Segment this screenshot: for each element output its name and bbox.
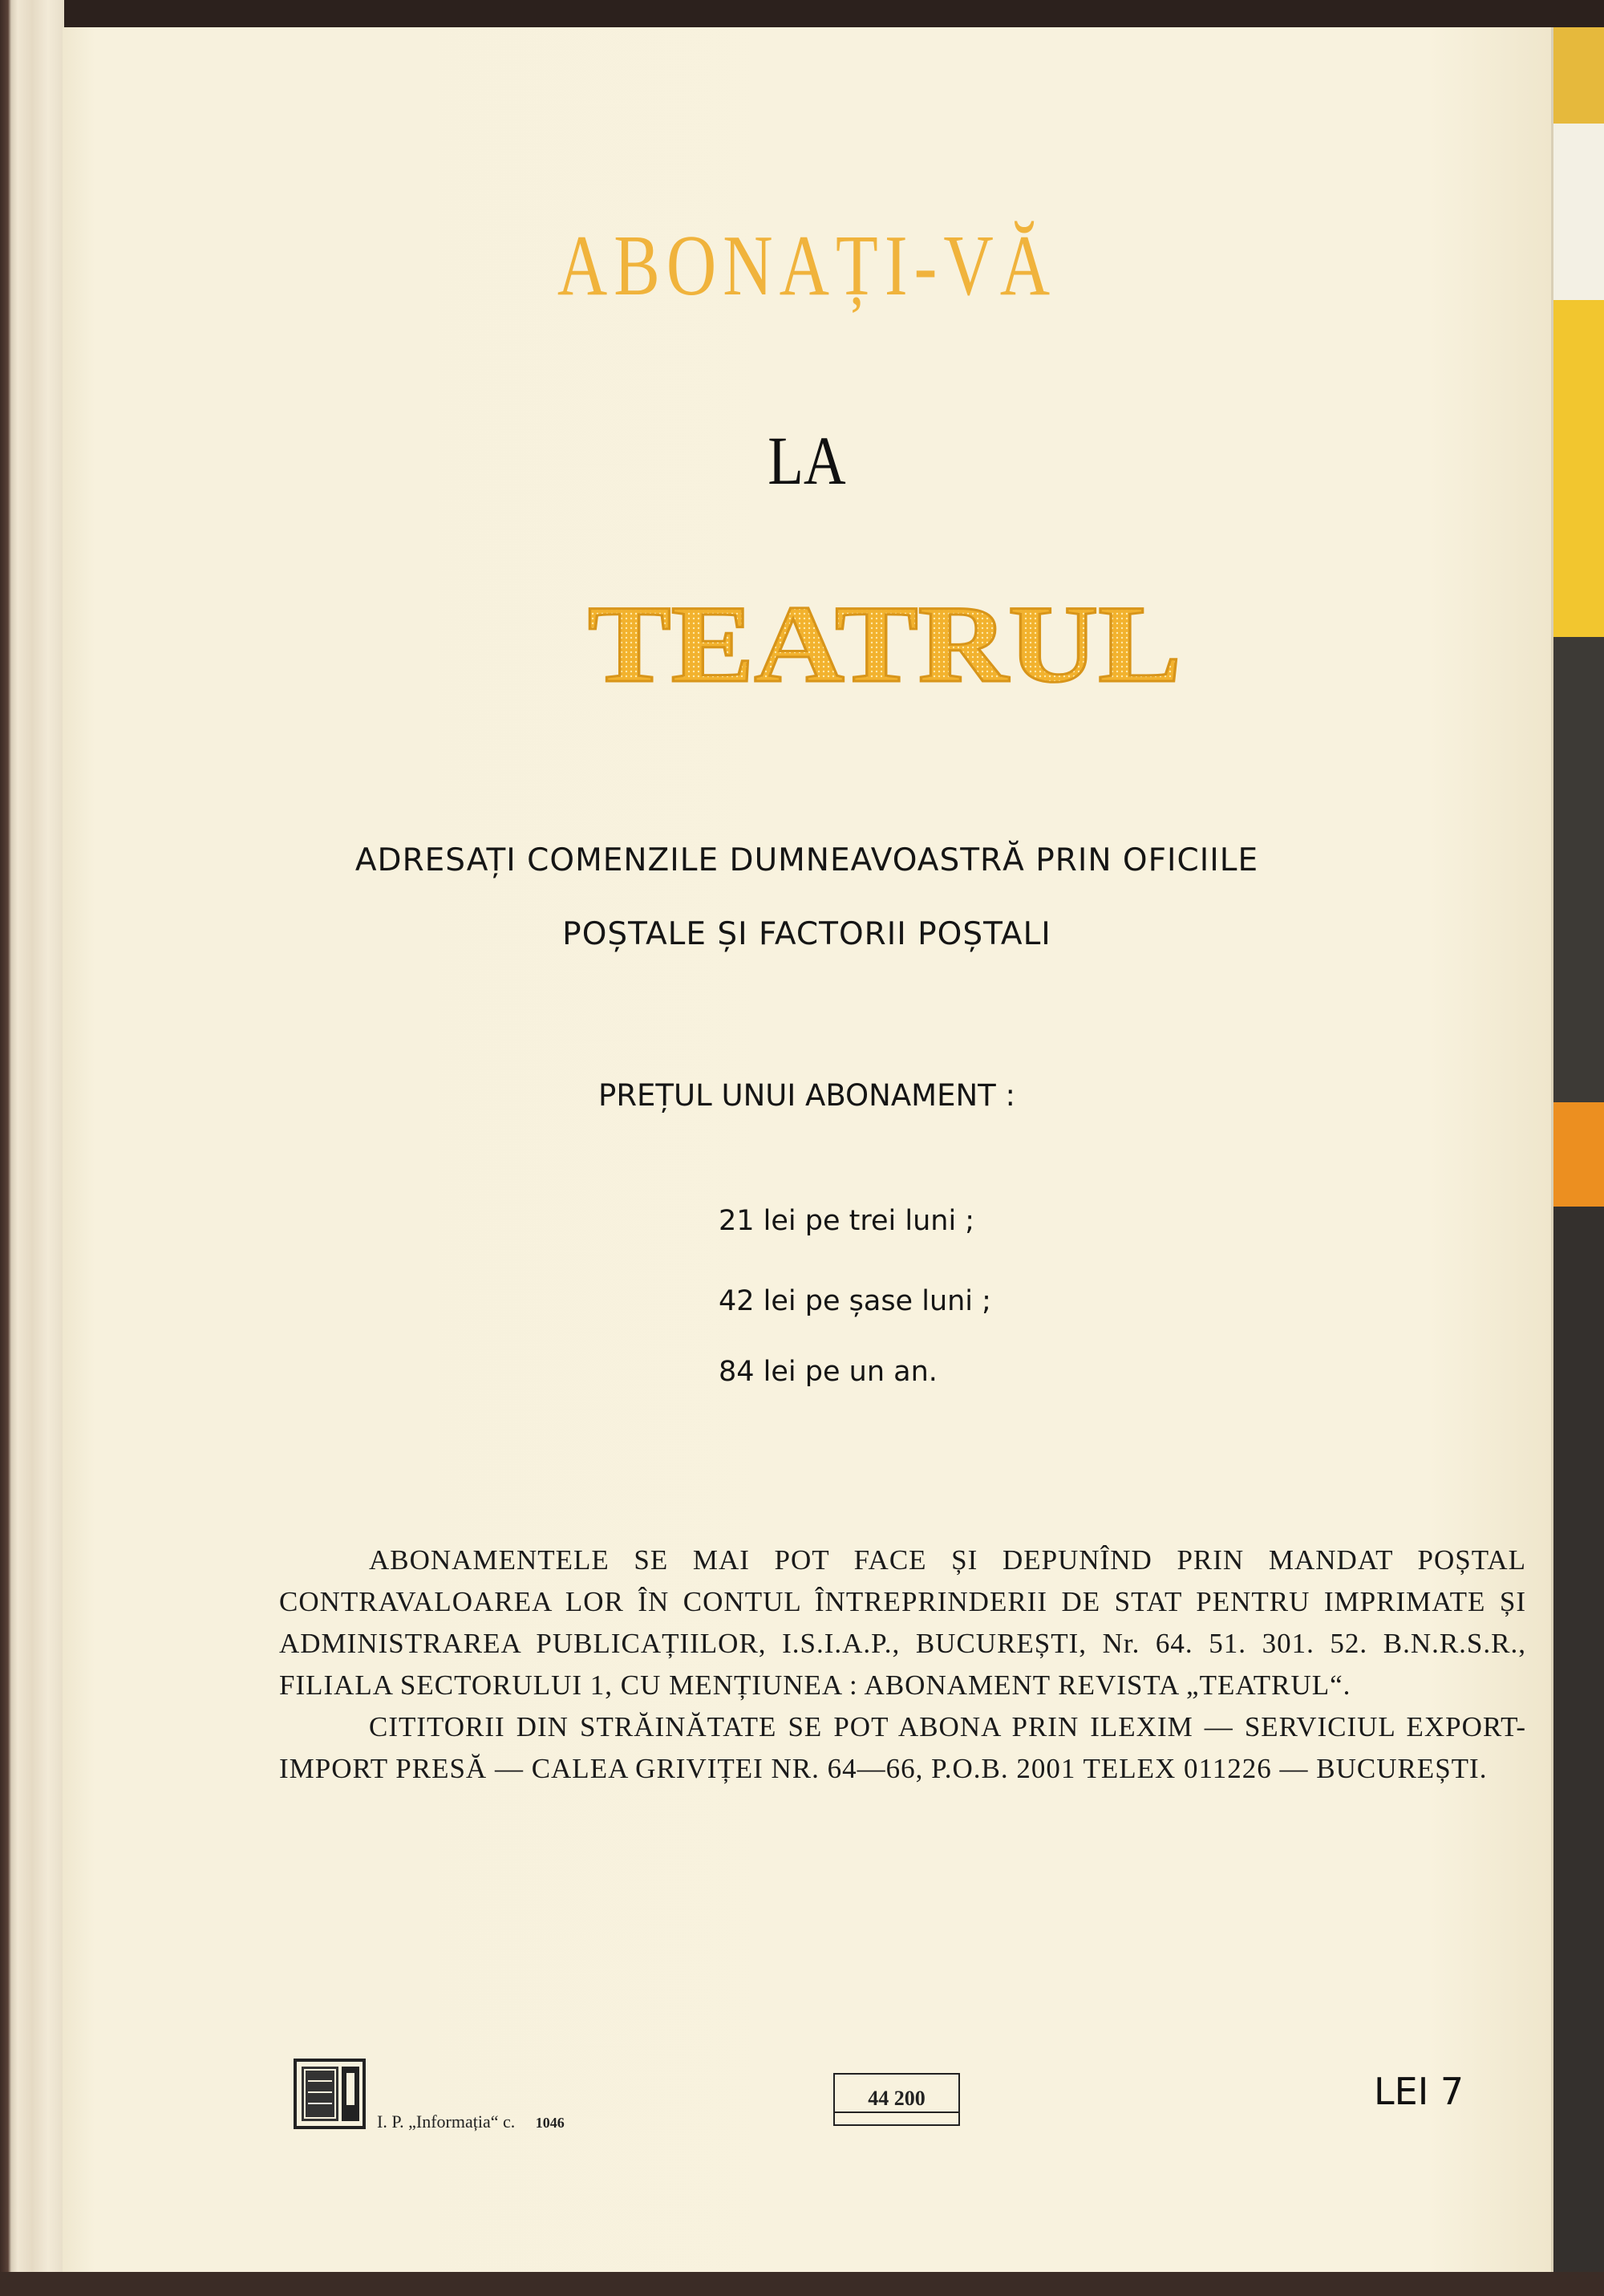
- bank-payment-paragraph: ABONAMENTELE SE MAI POT FACE ȘI DEPUNÎND PRIN MANDAT POȘTAL CONTRAVALOAREA LOR ÎN CONTUL ÎNTREPRINDERII DE STAT PENTRU IMPRIMATE ȘI ADMINISTRAREA PUBLICAȚIILOR, I.S.I.A.P., BUCUREȘTI, Nr. 64. 51. 301. 52. B.N.R.S.R., FILIALA SECTORULUI 1, CU MENȚIUNEA : ABONAMENT REVISTA „TEATRUL“.: [279, 1544, 1526, 1701]
- page: [63, 27, 1553, 2272]
- price-item-three-months: 21 lei pe trei luni ;: [719, 1205, 975, 1237]
- subscription-details: [279, 1539, 1526, 1790]
- printer-imprint: [377, 2111, 565, 2132]
- price-item-one-year: 84 lei pe un an.: [719, 1356, 938, 1388]
- title-preposition: LA: [768, 422, 846, 499]
- binding-bottom: [0, 2272, 1604, 2296]
- book-spine: [0, 0, 64, 2296]
- printer-name: I. P. „Informația“ c.: [377, 2111, 516, 2132]
- order-number: 1046: [535, 2115, 565, 2131]
- teatrul-logo: [576, 573, 1193, 709]
- instruction-line-1: ADRESAȚI COMENZILE DUMNEAVOASTRĂ PRIN OFICIILE: [354, 842, 1259, 878]
- price-item-six-months: 42 lei pe șase luni ;: [719, 1285, 991, 1317]
- logo-lettering: TEATRUL: [588, 582, 1181, 705]
- instruction-line-2: POȘTALE ȘI FACTORII POȘTALI: [562, 916, 1051, 952]
- cover-price: LEI 7: [1374, 2070, 1464, 2113]
- printer-logo-icon: [294, 2057, 366, 2131]
- page-title: ABONAȚI-VĂ: [557, 218, 1057, 314]
- catalog-code: 44 200: [833, 2073, 960, 2126]
- binding-top: [0, 0, 1604, 27]
- price-heading: PREȚUL UNUI ABONAMENT :: [598, 1078, 1015, 1113]
- foreign-readers-paragraph: CITITORII DIN STRĂINĂTATE SE POT ABONA PRIN ILEXIM — SERVICIUL EXPORT-IMPORT PRESĂ — CALEA GRIVIȚEI NR. 64—66, P.O.B. 2001 TELEX 011226 — BUCUREȘTI.: [279, 1711, 1526, 1784]
